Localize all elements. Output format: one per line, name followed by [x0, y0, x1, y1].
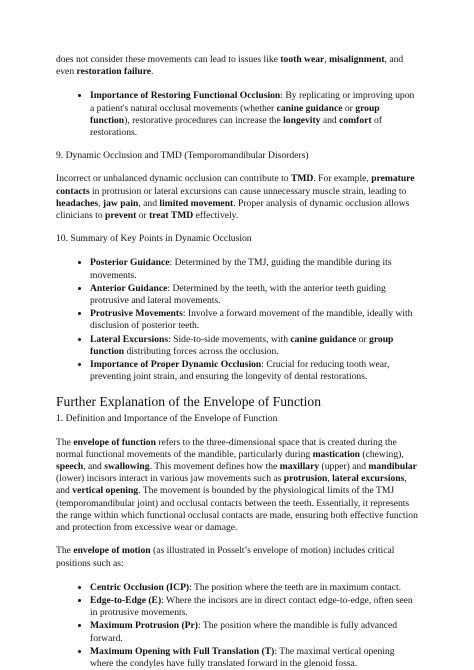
bold-term: mandibular [368, 461, 417, 473]
text-run: in protrusion or lateral excursions can cause unnecessary muscle strain, leading to [89, 185, 407, 197]
text-run: , [327, 473, 333, 485]
bold-term: Importance of Restoring Functional Occlusion [90, 90, 281, 102]
text-run: (upper) and [319, 461, 369, 473]
bold-term: envelope of function [73, 436, 156, 448]
text-run: effectively. [193, 210, 239, 222]
list-item [90, 333, 418, 358]
bold-term: mastication [312, 448, 361, 460]
bold-term: TMD [290, 173, 314, 185]
text-run: . This movement defines how the [149, 461, 280, 473]
text-run: , [324, 54, 330, 65]
list-item [90, 89, 418, 139]
text-run: : The position where the mandible is fully advanced forward. [90, 620, 398, 644]
section10-heading: 10. Summary of Key Points in Dynamic Occlusion [56, 233, 252, 245]
bold-term: speech [56, 461, 84, 473]
text-run: The [56, 545, 74, 557]
bold-term: group function [90, 102, 380, 126]
text-run: does not consider these movements can lead to issues like [56, 54, 281, 65]
section9-heading: 9. Dynamic Occlusion and TMD (Temporomandibular Disorders) [56, 150, 309, 162]
summary-list [56, 256, 418, 383]
bold-term: Protrusive Movements [90, 308, 183, 320]
list-item [90, 282, 418, 307]
text-run: : Determined by the TMJ, guiding the mandible during its movements. [90, 257, 392, 281]
text-run: or [356, 333, 370, 345]
text-run: (chewing), [360, 448, 404, 460]
bold-term: Centric Occlusion (ICP) [90, 581, 190, 593]
positions-list [56, 581, 418, 670]
text-run: : Involve a forward movement of the mandible, ideally with disclusion of posterior teeth. [90, 308, 413, 332]
bold-term: group function [90, 333, 394, 357]
intro-paragraph [56, 54, 418, 78]
restoring-list [56, 89, 418, 139]
text-run: . The movement is bounded by the physiological limits of the TMJ (temporomandibular joint) and occlusal contacts between the teeth. Essentially, it represents the range within which functional occlusal contacts are made, ensuring both effective function and protection from excessive wear or damage. [56, 485, 418, 534]
text-run: . [151, 66, 154, 78]
bold-term: misalignment [329, 54, 385, 65]
text-run: : Where the incisors are in direct contact edge-to-edge, often seen in protrusive movements. [90, 594, 413, 619]
text-run: : Determined by the teeth, with the anterior teeth guiding protrusive and lateral movements. [90, 282, 386, 307]
bold-term: treat TMD [149, 210, 194, 222]
envelope-paragraph [56, 437, 418, 535]
text-run: or [136, 210, 150, 222]
text-run: of restorations. [90, 114, 382, 139]
bold-term: lateral excursions [332, 473, 405, 485]
bold-term: comfort [339, 114, 372, 126]
list-item [90, 645, 418, 670]
bold-term: Maximum Protrusion (Pr) [90, 620, 198, 632]
bold-term: premature contacts [56, 173, 415, 197]
list-item [90, 256, 418, 281]
text-run: and [320, 114, 340, 126]
text-run: The [56, 436, 74, 448]
text-run: : The position where the teeth are in maximum contact. [189, 581, 402, 593]
bold-term: vertical opening [72, 485, 139, 497]
bold-term: limited movement [159, 197, 234, 209]
section9-paragraph [56, 173, 418, 222]
bold-term: protrusion [283, 473, 328, 485]
text-run: . For example, [313, 173, 372, 185]
text-run: : Crucial for reducing tooth wear, preventing joint strain, and ensuring the longevity of dental restorations. [90, 359, 390, 383]
text-run: refers to the three-dimensional space that is created during the normal functional movements of the mandible, particularly during [56, 436, 397, 460]
bold-term: restoration failure [76, 66, 152, 78]
bold-term: swallowing [104, 461, 150, 473]
bold-term: canine guidance [276, 102, 343, 114]
text-run: , and [83, 461, 105, 473]
envelope-subheading: 1. Definition and Importance of the Envelope of Function [56, 413, 278, 425]
text-run: : By replicating or improving upon a patient's natural occlusal movements (whether [90, 90, 415, 114]
list-item [90, 619, 418, 644]
bold-term: Importance of Proper Dynamic Occlusion [90, 359, 262, 371]
envelope-title: Further Explanation of the Envelope of Function [56, 394, 322, 410]
text-run: , and [138, 197, 160, 209]
bold-term: envelope of motion [73, 545, 151, 557]
bold-term: Anterior Guidance [90, 282, 168, 294]
text-run: , and even [56, 54, 404, 78]
bold-term: Posterior Guidance [90, 257, 170, 269]
text-run: , [98, 197, 103, 209]
bold-term: longevity [283, 114, 321, 126]
bold-term: prevent [105, 210, 137, 222]
list-item [90, 358, 418, 383]
list-item [90, 581, 418, 594]
text-run: Incorrect or unbalanced dynamic occlusion can contribute to [56, 173, 291, 185]
bold-term: headaches [56, 197, 99, 209]
text-run: ), restorative procedures can increase the [124, 114, 284, 126]
bold-term: jaw pain [102, 197, 139, 209]
text-run: . Proper analysis of dynamic occlusion allows clinicians to [56, 197, 410, 222]
bold-term: tooth wear [280, 54, 325, 65]
text-run: or [342, 102, 356, 114]
list-item [90, 594, 418, 619]
bold-term: Lateral Excursions [90, 333, 169, 345]
text-run: : Side-to-side movements, with [168, 333, 291, 345]
text-run: : The maximal vertical opening where the condyles have fully translated forward in the glenoid fossa. [90, 645, 395, 669]
bold-term: Edge-to-Edge (E) [90, 594, 162, 606]
list-item [90, 307, 418, 332]
text-run: (as illustrated in Posselt’s envelope of motion) includes critical positions such as: [56, 545, 395, 569]
envelope-motion-paragraph [56, 545, 418, 569]
text-run: distributing forces across the occlusion. [124, 345, 279, 357]
bold-term: maxillary [279, 461, 320, 473]
bold-term: Maximum Opening with Full Translation (T) [90, 645, 275, 657]
text-run: , and [56, 473, 407, 497]
bold-term: canine guidance [290, 333, 357, 345]
text-run: (lower) incisors interact in various jaw movements such as [56, 473, 284, 485]
